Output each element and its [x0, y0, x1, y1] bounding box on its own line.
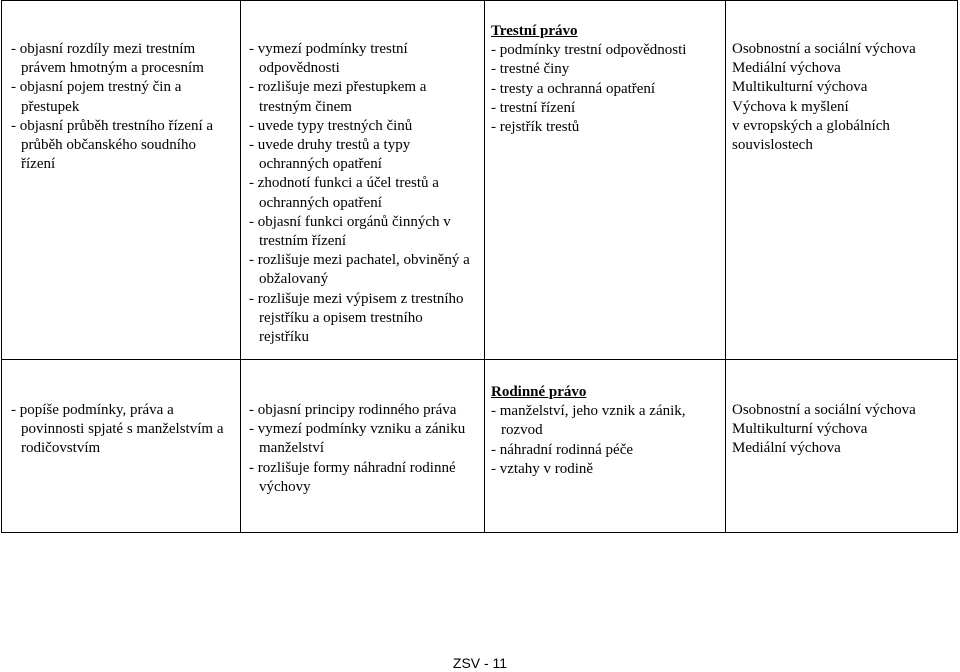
themes-cell: [725, 359, 958, 533]
list-item: - tresty a ochranná opatření: [491, 80, 656, 97]
list-item: - trestné činy: [491, 61, 570, 78]
list-item: - vymezí podmínky trestní odpovědnosti: [249, 41, 408, 77]
list-item: - uvede druhy trestů a typy ochranných opatření: [249, 137, 411, 173]
list-item: - objasní průběh trestního řízení a průběh občanského soudního řízení: [11, 117, 214, 173]
topic-cell: [484, 0, 725, 359]
list-item: - rozlišuje mezi výpisem z trestního rejstříku a opisem trestního rejstříku: [249, 290, 464, 346]
list-item: - rejstřík trestů: [491, 119, 580, 136]
outcomes-cell: [1, 359, 240, 533]
topic-cell: [484, 359, 725, 533]
list-item: - rozlišuje formy náhradní rodinné výchovy: [249, 459, 456, 495]
list-item: - popíše podmínky, práva a povinnosti spjaté s manželstvím a rodičovstvím: [11, 402, 224, 457]
detail-outcomes-cell: [240, 0, 484, 359]
list-item: - manželství, jeho vznik a zánik, rozvod: [491, 403, 686, 439]
theme-item: Osobnostní a sociální výchova: [732, 41, 916, 57]
theme-item: Mediální výchova: [732, 440, 841, 457]
list-item: - náhradní rodinná péče: [491, 441, 634, 458]
list-item: - trestní řízení: [491, 99, 576, 116]
list-item: - objasní funkci orgánů činných v trestním řízení: [249, 213, 451, 250]
page-footer: ZSV - 11: [452, 655, 508, 671]
list-item: - vztahy v rodině: [491, 460, 594, 477]
topic-title: Trestní právo: [491, 23, 578, 39]
theme-item: Osobnostní a sociální výchova: [732, 402, 916, 418]
theme-item: Výchova k myšlení: [732, 98, 849, 115]
theme-item: v evropských a globálních souvislostech: [732, 117, 890, 154]
list-item: - rozlišuje mezi pachatel, obviněný a obžalovaný: [249, 252, 470, 288]
theme-item: Multikulturní výchova: [732, 421, 868, 438]
list-item: - objasní rozdíly mezi trestním právem hmotným a procesním: [11, 41, 204, 77]
list-item: - uvede typy trestných činů: [249, 117, 413, 134]
themes-cell: [725, 0, 958, 359]
list-item: - vymezí podmínky vzniku a zániku manželství: [249, 421, 466, 457]
list-item: - objasní principy rodinného práva: [249, 402, 457, 418]
list-item: - rozlišuje mezi přestupkem a trestným činem: [249, 79, 427, 115]
table-row: [0, 359, 958, 533]
theme-item: Mediální výchova: [732, 60, 841, 77]
list-item: - podmínky trestní odpovědnosti: [491, 42, 687, 59]
list-item: - objasní pojem trestný čin a přestupek: [11, 79, 182, 115]
outcomes-cell: [1, 0, 240, 359]
detail-outcomes-cell: [240, 359, 484, 533]
list-item: - zhodnotí funkci a účel trestů a ochranných opatření: [249, 175, 439, 211]
theme-item: Multikulturní výchova: [732, 79, 868, 96]
topic-title: Rodinné právo: [491, 384, 587, 400]
